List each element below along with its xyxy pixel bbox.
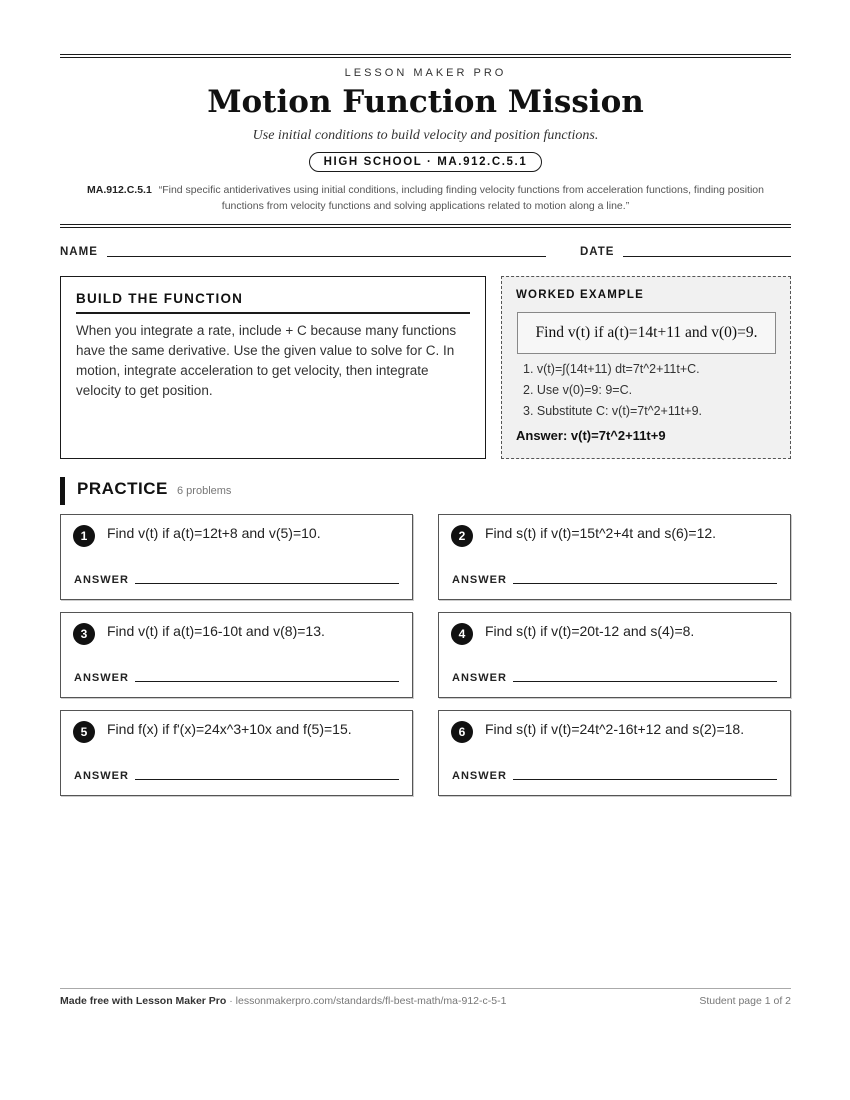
standard-description [72,182,779,214]
footer-page-number: Student page 1 of 2 [699,995,791,1007]
name-field[interactable] [107,256,546,257]
date-label: DATE [580,246,615,258]
worked-example-answer: Answer: v(t)=7t^2+11t+9 [516,428,666,443]
build-title: BUILD THE FUNCTION [76,291,244,306]
worked-example-title: WORKED EXAMPLE [516,289,644,301]
problem-text: Find s(t) if v(t)=20t-12 and s(4)=8. [485,623,695,639]
problem-number: 3 [73,623,95,645]
brand-name: LESSON MAKER PRO [344,67,507,79]
standard-text: “Find specific antiderivatives using initial conditions, including finding velocity functions from acceleration functions, finding position functions from velocity functions and solving applications related to motion along a line.” [158,184,764,212]
answer-line[interactable] [135,779,399,780]
build-title-rule [76,312,470,314]
build-body-text: When you integrate a rate, include + C because many functions have the same derivative. Use the given value to solve for C. In motion, integrate acceleration to get velocity, then integrate velocity to get position. [76,323,457,398]
problem-card [60,514,413,600]
problem-number: 6 [451,721,473,743]
answer-line[interactable] [135,583,399,584]
problem-text: Find s(t) if v(t)=24t^2-16t+12 and s(2)=18. [485,721,745,737]
worked-step: 1. v(t)=∫(14t+11) dt=7t^2+11t+C. [523,362,700,376]
practice-count: 6 problems [177,485,232,497]
footer-credit [60,995,506,1007]
problem-card [438,514,791,600]
answer-label: ANSWER [452,672,507,684]
header-bottom-rule [60,224,791,228]
problem-text: Find v(t) if a(t)=16-10t and v(8)=13. [107,623,325,639]
problem-text: Find v(t) if a(t)=12t+8 and v(5)=10. [107,525,321,541]
answer-label: ANSWER [452,574,507,586]
problem-number: 2 [451,525,473,547]
problem-number: 4 [451,623,473,645]
answer-label: ANSWER [74,770,129,782]
answer-line[interactable] [513,779,777,780]
page-subtitle: Use initial conditions to build velocity and position functions. [252,128,599,143]
practice-title: PRACTICE [77,479,168,498]
answer-line[interactable] [135,681,399,682]
grade-badge-wrap [60,152,791,172]
worked-example-steps [523,359,702,422]
footer-rule [60,988,791,989]
problem-text: Find s(t) if v(t)=15t^2+4t and s(6)=12. [485,525,717,541]
worked-example-problem: Find v(t) if a(t)=14t+11 and v(0)=9. [517,312,776,354]
answer-label: ANSWER [452,770,507,782]
footer-made-with: Made free with Lesson Maker Pro [60,995,227,1007]
worked-step: 2. Use v(0)=9: 9=C. [523,383,633,397]
top-double-rule [60,54,791,58]
problem-text: Find f(x) if f'(x)=24x^3+10x and f(5)=15. [107,721,352,737]
worksheet-page [60,0,791,1100]
grade-standard-badge: HIGH SCHOOL · MA.912.C.5.1 [309,152,543,172]
date-field[interactable] [623,256,791,257]
problem-card [438,612,791,698]
name-label: NAME [60,246,98,258]
answer-label: ANSWER [74,574,129,586]
practice-accent-bar [60,477,65,505]
footer-url[interactable]: · lessonmakerpro.com/standards/fl-best-math/ma-912-c-5-1 [226,995,507,1007]
problem-card [60,612,413,698]
answer-label: ANSWER [74,672,129,684]
worked-step: 3. Substitute C: v(t)=7t^2+11t+9. [523,404,702,418]
problem-number: 5 [73,721,95,743]
problem-card [60,710,413,796]
standard-code: MA.912.C.5.1 [87,184,152,196]
answer-line[interactable] [513,583,777,584]
problem-card [438,710,791,796]
build-the-function-box [60,276,486,459]
answer-line[interactable] [513,681,777,682]
worked-example-box [501,276,791,459]
problem-number: 1 [73,525,95,547]
page-title: Motion Function Mission [207,84,644,120]
